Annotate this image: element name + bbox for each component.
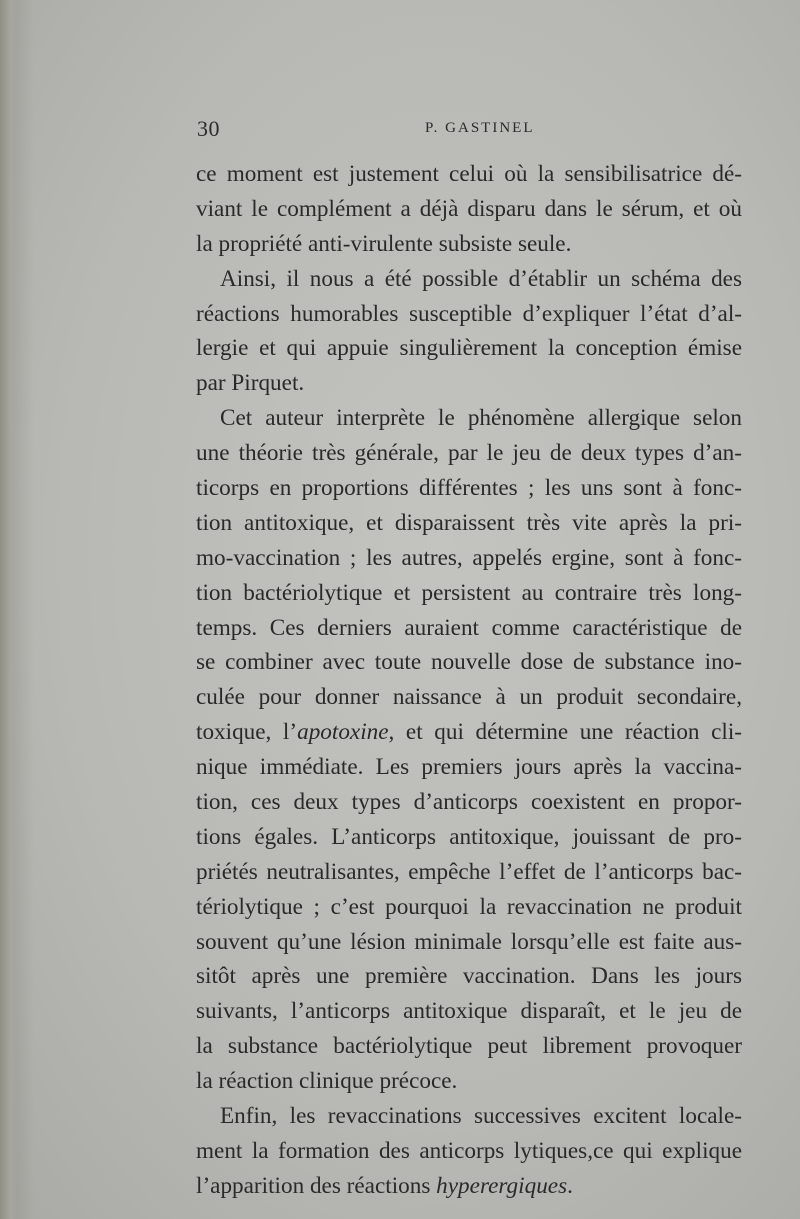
text-fragment: toxique, l’ (196, 719, 298, 746)
text-line: une théorie très générale, par le jeu de deux types d’an- (196, 440, 742, 467)
text-line: la substance bactériolytique peut librement provoquer (196, 1033, 742, 1060)
text-line: viant le complément a déjà disparu dans le sérum, et où (196, 195, 742, 222)
text-fragment: , et qui détermine une réaction cli- (388, 719, 742, 746)
paragraph-start-line: Ainsi, il nous a été possible d’établir un schéma des (220, 265, 742, 292)
text-line: la propriété anti-virulente subsiste seule. (196, 230, 572, 257)
text-line: priétés neutralisantes, empêche l’effet de l’anticorps bac- (196, 858, 742, 885)
text-line: tion bactériolytique et persistent au contraire très long- (196, 579, 742, 606)
text-line-with-italic (196, 715, 742, 750)
text-line: tions égales. L’anticorps antitoxique, jouissant de pro- (196, 823, 742, 850)
text-line: se combiner avec toute nouvelle dose de substance ino- (196, 649, 742, 676)
text-fragment: l’apparition des réactions (196, 1172, 437, 1199)
paragraph-start-line: Cet auteur interprète le phénomène allergique selon (220, 405, 742, 432)
text-line: sitôt après une première vaccination. Dans les jours (196, 963, 742, 990)
text-line: la réaction clinique précoce. (196, 1068, 458, 1095)
page-header (197, 116, 757, 140)
text-line: tion, ces deux types d’anticorps coexistent en propor- (196, 789, 742, 816)
italic-term-apotoxine: apotoxine (297, 719, 389, 746)
text-fragment: . (567, 1172, 573, 1199)
text-line: ce moment est justement celui où la sensibilisatrice dé- (196, 161, 742, 187)
italic-term-hyperergiques: hyperergiques (436, 1172, 568, 1199)
text-line: souvent qu’une lésion minimale lorsqu’elle est faite aus- (196, 928, 742, 955)
text-line: nique immédiate. Les premiers jours après la vaccina- (196, 754, 742, 781)
page-binding-shadow (0, 0, 18, 1219)
text-line: par Pirquet. (196, 370, 305, 397)
text-line: temps. Ces derniers auraient comme caractéristique de (196, 614, 742, 641)
paragraph-start-line: Enfin, les revaccinations successives excitent locale- (220, 1103, 742, 1130)
text-line: tion antitoxique, et disparaissent très vite après la pri- (196, 509, 742, 536)
text-line: ment la formation des anticorps lytiques,ce qui explique (196, 1137, 742, 1164)
text-line: réactions humorables susceptible d’expliquer l’état d’al- (196, 300, 742, 327)
text-line: suivants, l’anticorps antitoxique disparaît, et le jeu de (196, 998, 742, 1025)
page-number: 30 (197, 116, 220, 141)
body-text (196, 157, 742, 1204)
text-line-with-italic (196, 1169, 742, 1204)
text-line: tériolytique ; c’est pourquoi la revaccination ne produit (196, 893, 742, 920)
text-line: lergie et qui appuie singulièrement la conception émise (196, 335, 742, 362)
text-line: mo-vaccination ; les autres, appelés ergine, sont à fonc- (196, 544, 742, 571)
text-line: culée pour donner naissance à un produit secondaire, (196, 684, 742, 711)
text-line: ticorps en proportions différentes ; les uns sont à fonc- (196, 475, 742, 502)
running-head: P. GASTINEL (425, 120, 535, 136)
